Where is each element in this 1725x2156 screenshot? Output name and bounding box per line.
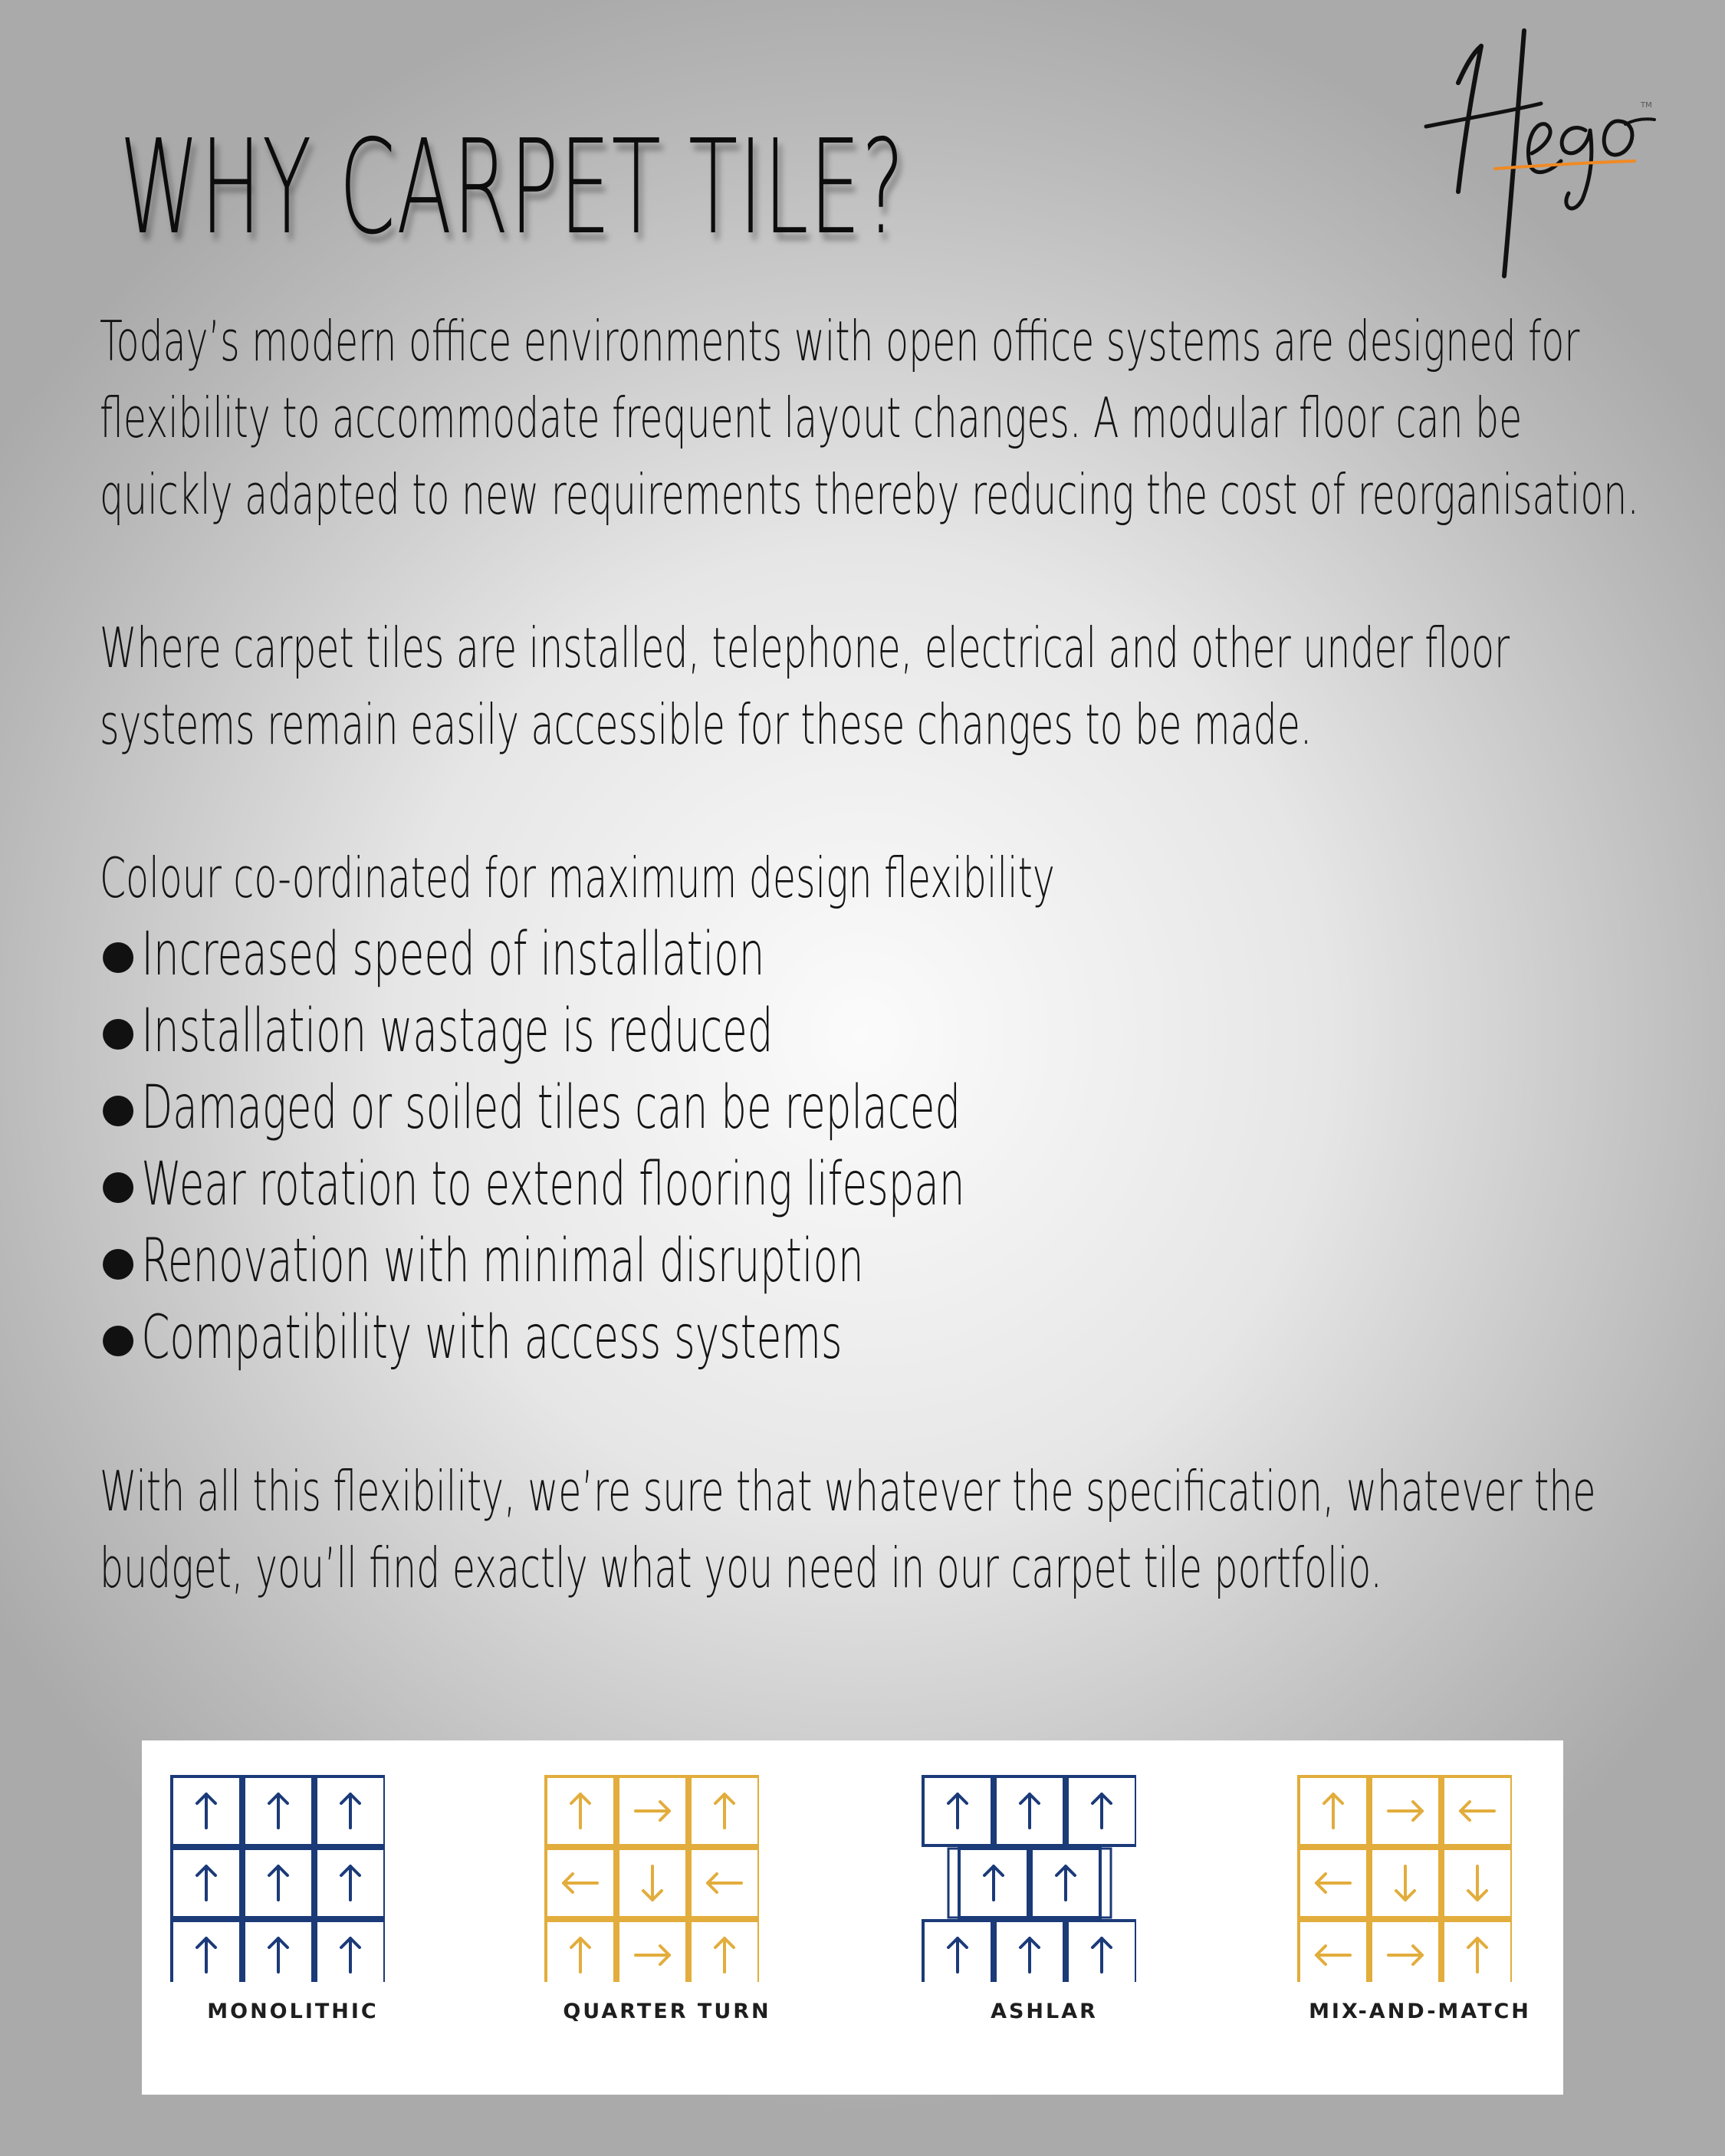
tile (923, 1776, 992, 1845)
logo-stroke (1604, 121, 1632, 155)
logo-stroke (1426, 104, 1541, 127)
tile (546, 1849, 615, 1918)
list-item: Damaged or soiled tiles can be replaced (100, 1070, 1643, 1146)
tile (244, 1849, 313, 1918)
tile (690, 1921, 759, 1982)
list-item: Wear rotation to extend flooring lifespan (100, 1146, 1643, 1223)
list-item: Renovation with minimal disruption (100, 1223, 1643, 1300)
svg-text:TM: TM (1641, 101, 1652, 110)
tile (923, 1921, 992, 1982)
pattern-grid (544, 1775, 759, 1982)
pattern-ashlar (922, 1740, 1167, 2095)
pattern-mix-and-match (1297, 1740, 1543, 2095)
closing-paragraph: With all this flexibility, we’re sure that whatever the specification, whatever the budget, you’ll find exactly what you need in our carpet tile portfolio. (100, 1459, 1596, 1600)
tile (546, 1921, 615, 1982)
tile (959, 1849, 1028, 1918)
bullet-icon (103, 1172, 133, 1203)
pattern-label: MIX-AND-MATCH (1309, 2000, 1531, 2023)
body-text (100, 303, 1643, 1683)
hego-logo (1411, 23, 1664, 284)
tile (172, 1776, 241, 1845)
list-item: Increased speed of installation (100, 916, 1643, 993)
pattern-monolithic (170, 1740, 416, 2095)
installation-patterns-panel (142, 1740, 1563, 2095)
pattern-quarter-turn (544, 1740, 790, 2095)
intro-paragraph: Today’s modern office environments with open office systems are designed for flexibility to accommodate frequent layout changes. A modular floor can be quickly adapted to new requirements thereby reducing the cost of reorganisation. (100, 309, 1639, 527)
tile (1299, 1849, 1368, 1918)
tile (1443, 1849, 1512, 1918)
tile (690, 1776, 759, 1845)
tile (618, 1921, 687, 1982)
logo-stroke (1504, 31, 1524, 276)
bullet-icon (103, 942, 133, 973)
tile (172, 1921, 241, 1982)
tile (995, 1776, 1064, 1845)
bullet-icon (103, 1096, 133, 1126)
pattern-label: MONOLITHIC (207, 2000, 379, 2023)
access-paragraph: Where carpet tiles are installed, telephone, electrical and other under floor systems remain easily accessible for these changes to be made. (100, 616, 1510, 757)
benefits-list (100, 916, 1643, 1376)
pattern-grid (922, 1775, 1136, 1982)
bullet-icon (103, 1249, 133, 1280)
page-title: WHY CARPET TILE? (120, 112, 905, 264)
list-item: Installation wastage is reduced (100, 993, 1643, 1070)
tile (1371, 1776, 1440, 1845)
tile (1371, 1921, 1440, 1982)
tile (316, 1849, 385, 1918)
tile (172, 1849, 241, 1918)
benefits-intro: Colour co-ordinated for maximum design flexibility (100, 846, 1055, 910)
tile (618, 1776, 687, 1845)
list-item: Compatibility with access systems (100, 1300, 1643, 1376)
logo-stroke (1562, 128, 1592, 209)
tile (1371, 1849, 1440, 1918)
pattern-label: QUARTER TURN (563, 2000, 771, 2023)
tile (1443, 1776, 1512, 1845)
pattern-grid (1297, 1775, 1512, 1982)
tile (244, 1921, 313, 1982)
tile (316, 1921, 385, 1982)
tile (995, 1921, 1064, 1982)
tile (316, 1776, 385, 1845)
bullet-icon (103, 1019, 133, 1050)
tile (1299, 1921, 1368, 1982)
tile (1299, 1776, 1368, 1845)
tile (244, 1776, 313, 1845)
tile (618, 1849, 687, 1918)
bullet-icon (103, 1326, 133, 1356)
tile (1031, 1849, 1100, 1918)
pattern-label: ASHLAR (991, 2000, 1098, 2023)
tile (1067, 1776, 1136, 1845)
tile (1067, 1921, 1136, 1982)
logo-stroke (1625, 119, 1654, 124)
tile (1443, 1921, 1512, 1982)
pattern-grid (170, 1775, 385, 1982)
tile (546, 1776, 615, 1845)
tile (690, 1849, 759, 1918)
